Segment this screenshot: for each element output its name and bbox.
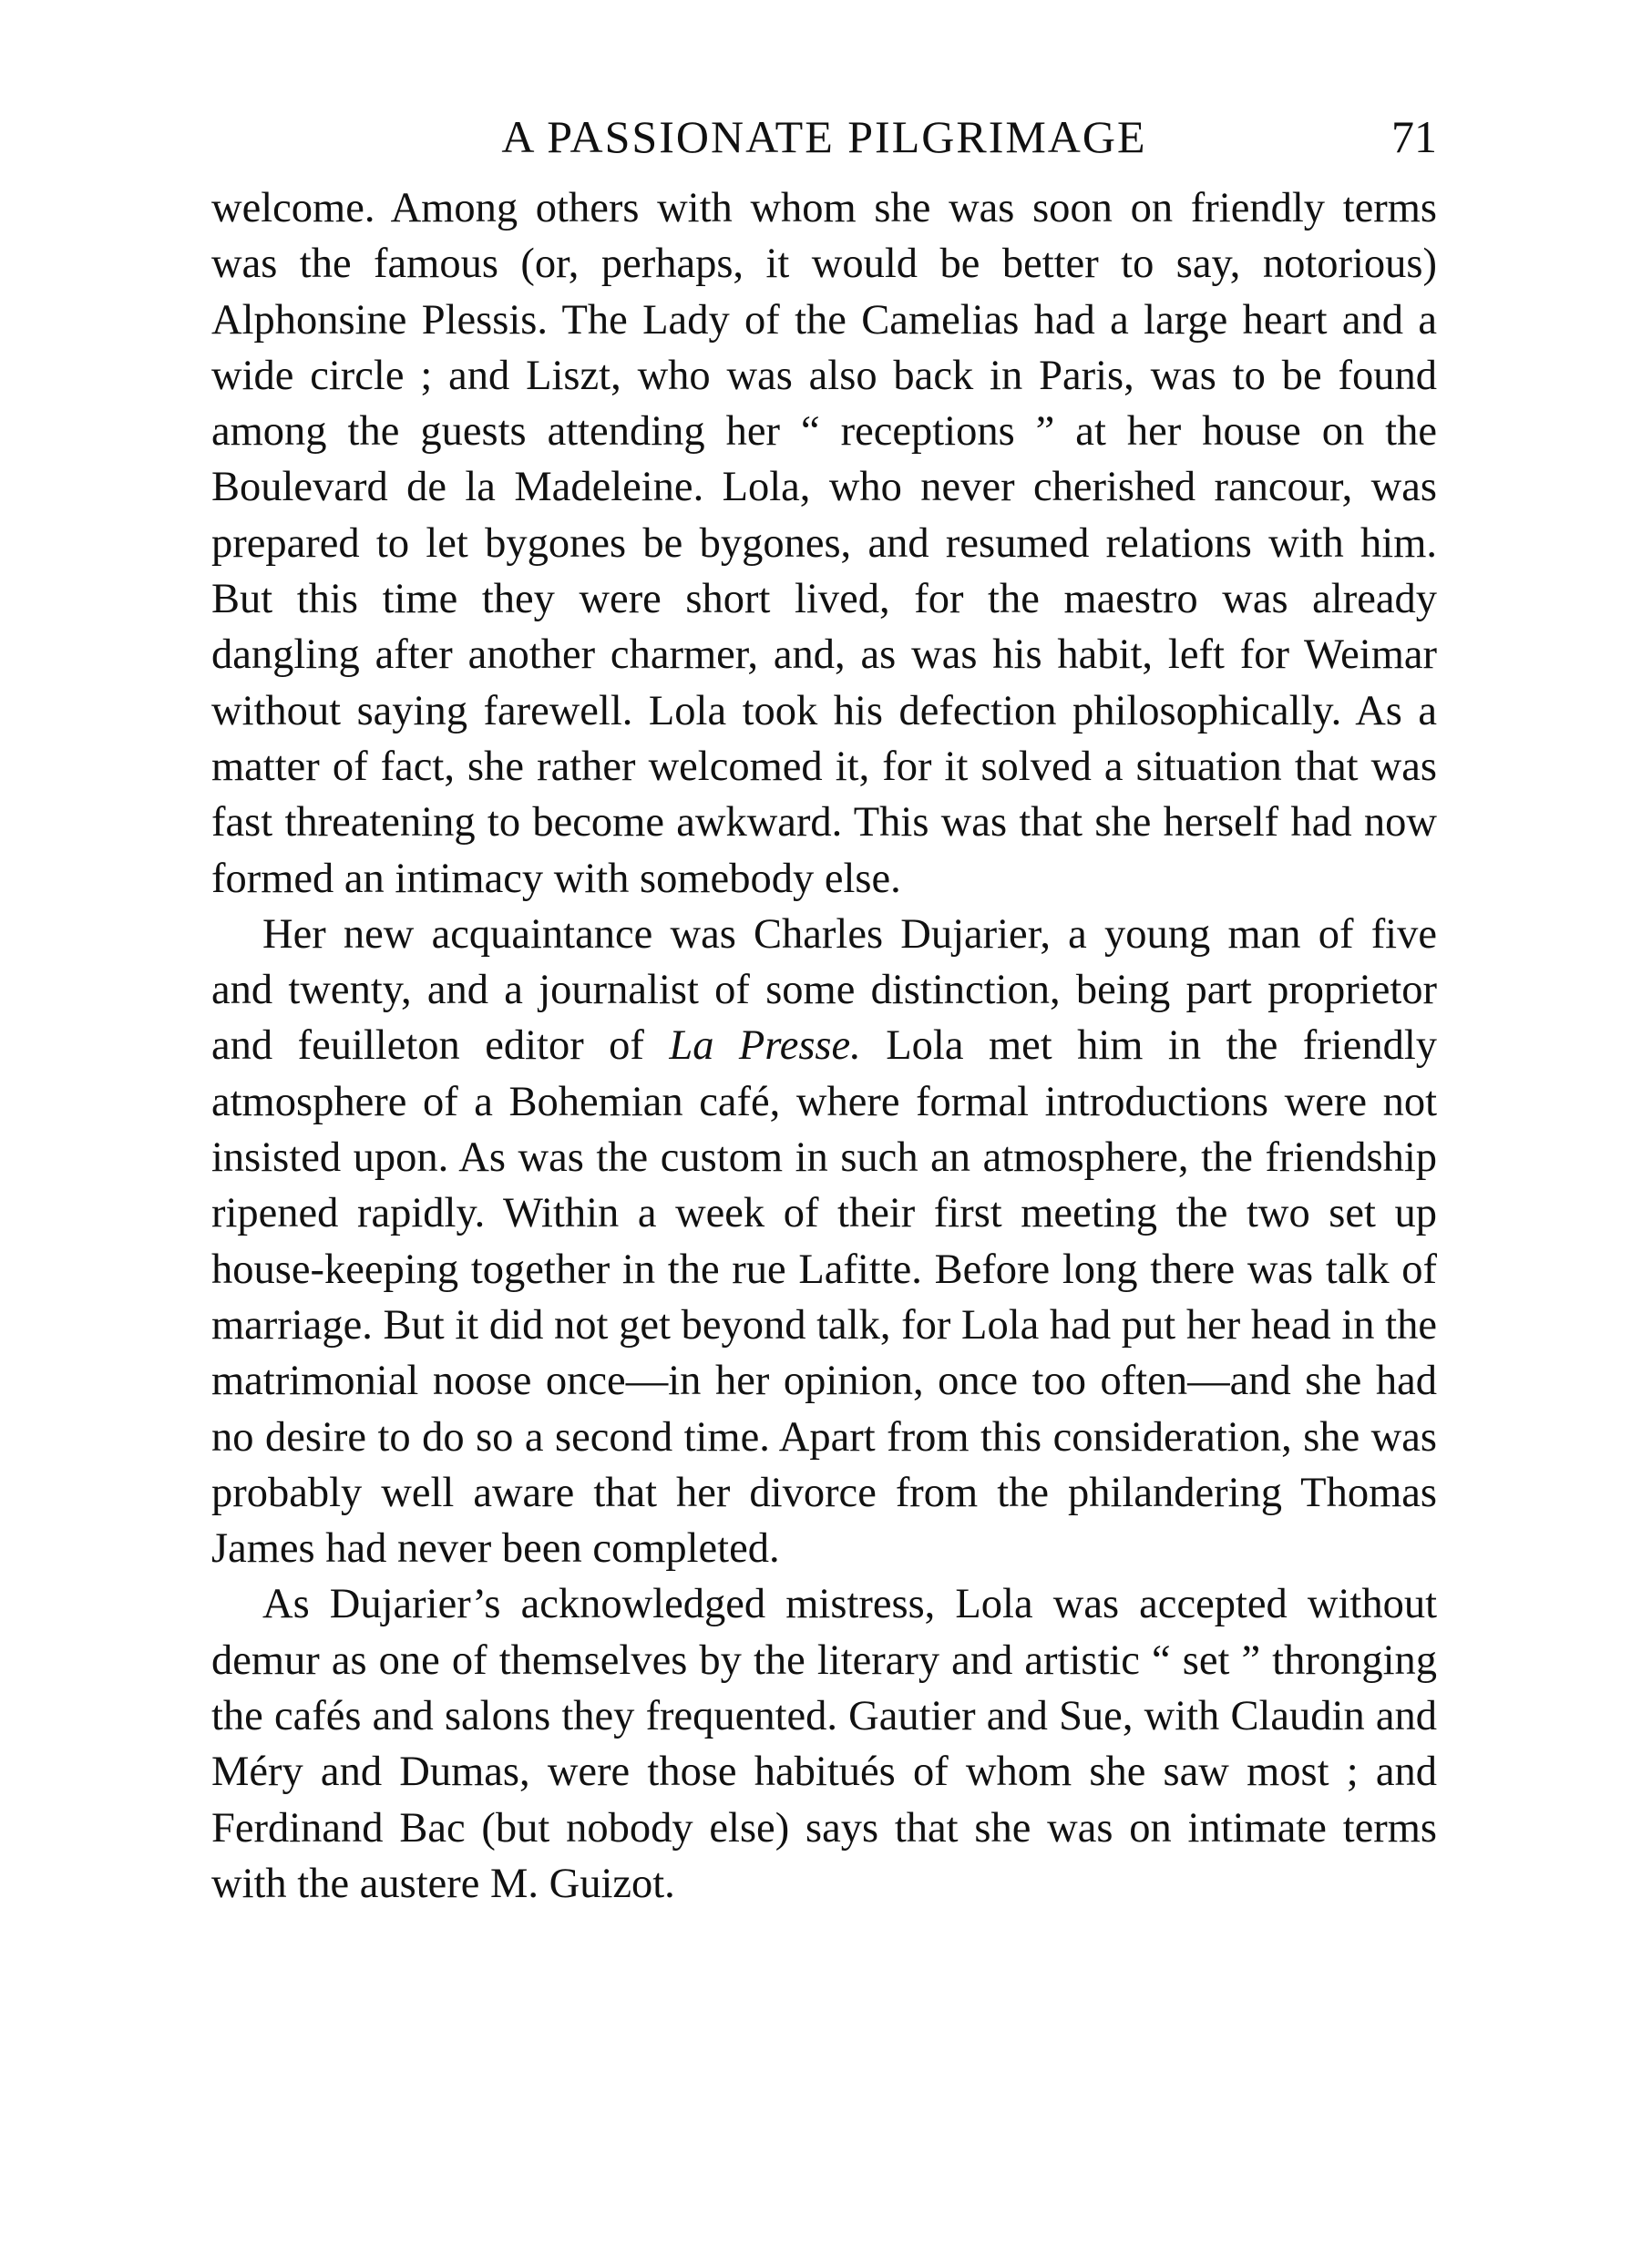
body-text [211, 180, 1437, 1912]
page-header [211, 100, 1437, 173]
paragraph-continuation: welcome. Among others with whom she was soon on friendly terms was the famous (or, perhaps, it would be better to say, notorious) Alphonsine Plessis. The Lady of the Camelias had a large heart and a wide circle ; and Liszt, who was also back in Paris, was to be found among the guests attending her “ receptions ” at her house on the Boulevard de la Madeleine. Lola, who never cherished rancour, was prepared to let bygones be bygones, and resumed relations with him. But this time they were short lived, for the maestro was already dangling after another charmer, and, as was his habit, left for Weimar without saying farewell. Lola took his defection philosophically. As a matter of fact, she rather welcomed it, for it solved a situation that was fast threatening to become awkward. This was that she herself had now formed an intimacy with somebody else. [211, 185, 1437, 902]
newspaper-title: La Presse. [669, 1022, 861, 1070]
paragraph-text: Her new acquaintance was Charles Dujarier, a young man of five and twenty, and a journalist of some distinction, being part proprietor and feuilleton editor of [211, 910, 1437, 1070]
paragraph-dujarier [211, 907, 1437, 1577]
running-title: A PASSIONATE PILGRIMAGE [501, 111, 1147, 162]
paragraph-mistress: As Dujarier’s acknowledged mistress, Lola was accepted without demur as one of themselves by the literary and artistic “ set ” thronging the cafés and salons they frequented. Gautier and Sue, with Claudin and Méry and Dumas, were those habitués of whom she saw most ; and Ferdinand Bac (but nobody else) says that she was on intimate terms with the austere M. Guizot. [211, 1581, 1437, 1907]
paragraph-text: Lola met him in the friendly atmosphere of a Bohemian café, where formal introductions were not insisted upon. As was the custom in such an atmosphere, the friendship ripened rapidly. Within a week of their first meeting the two set up house-keeping together in the rue Lafitte. Before long there was talk of marriage. But it did not get beyond talk, for Lola had put her head in the matrimonial noose once—in her opinion, once too often—and she had no desire to do so a second time. Apart from this consideration, she was probably well aware that her divorce from the philandering Thomas James had never been completed. [211, 1022, 1438, 1573]
page-number: 71 [1391, 111, 1437, 162]
